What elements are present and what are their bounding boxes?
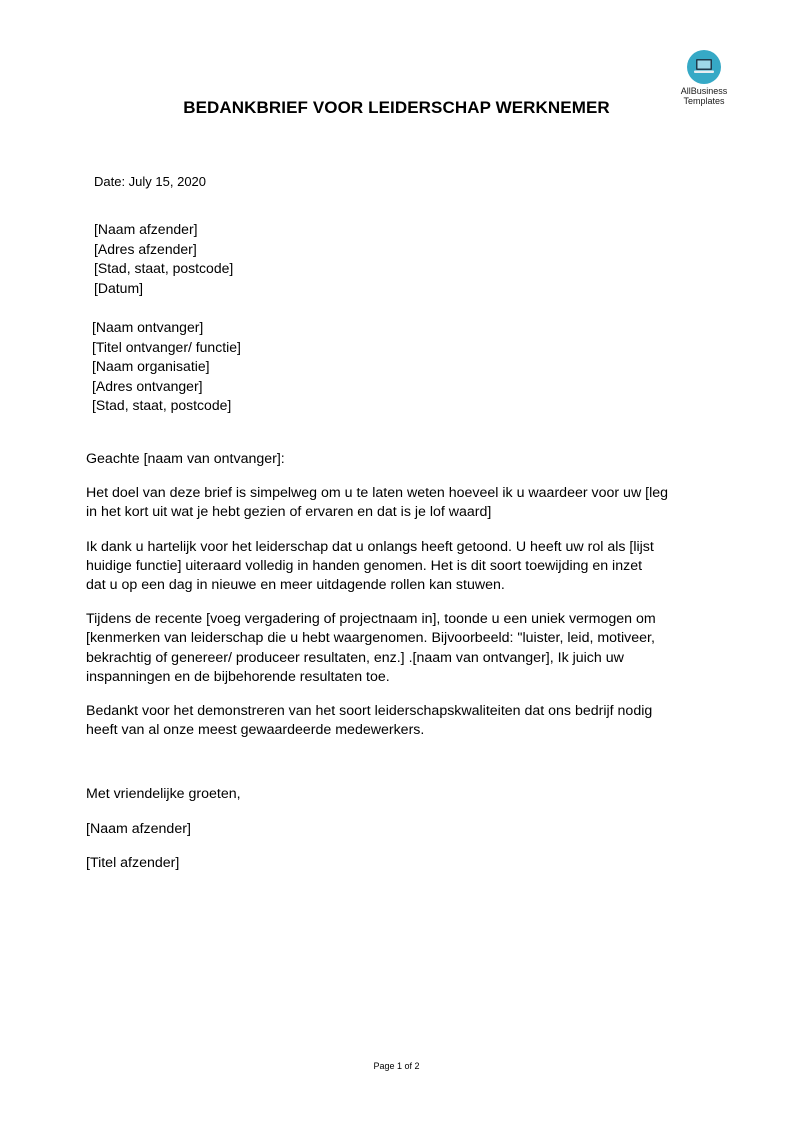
recipient-address-block (92, 318, 241, 416)
letter-body (86, 450, 696, 888)
document-title: BEDANKBRIEF VOOR LEIDERSCHAP WERKNEMER (183, 98, 610, 117)
closing: Met vriendelijke groeten, (86, 786, 241, 803)
letter-date: Date: July 15, 2020 (94, 174, 207, 189)
recipient-city: [Stad, staat, postcode] (92, 397, 232, 414)
salutation: Geachte [naam van ontvanger]: (86, 451, 285, 467)
paragraph-line: Bedankt voor het demonstreren van het soort leiderschapskwaliteiten dat ons bedrijf nodig (86, 703, 653, 720)
sender-name: [Naam afzender] (94, 221, 198, 237)
logo-badge (687, 50, 721, 84)
paragraph-line: [kenmerken van leiderschap die u hebt waargenomen. Bijvoorbeeld: "luister, leid, motiveer, (86, 630, 655, 647)
paragraph-4 (86, 702, 696, 740)
paragraph-2 (86, 538, 696, 596)
paragraph-line: bekrachtig of genereer/ produceer resultaten, enz.] .[naam van ontvanger], Ik juich uw (86, 649, 624, 666)
sender-address: [Adres afzender] (94, 240, 197, 257)
paragraph-line: Het doel van deze brief is simpelweg om u te laten weten hoeveel ik u waardeer voor uw [leg (86, 485, 669, 502)
paragraph-line: Ik dank u hartelijk voor het leiderschap dat u onlangs heeft getoond. U heeft uw rol als [lijst (86, 538, 654, 555)
paragraph-line: in het kort uit wat je hebt gezien of ervaren en dat is je lof waard] (86, 504, 492, 521)
sender-address-block (94, 220, 233, 298)
recipient-name: [Naam ontvanger] (92, 319, 204, 335)
sender-date: [Datum] (94, 279, 144, 296)
paragraph-line: heeft van al onze meest gewaardeerde medewerkers. (86, 722, 425, 739)
paragraph-line: dat u op een dag in nieuwe en meer uitdagende rollen kan stuwen. (86, 577, 505, 594)
recipient-organization: [Naam organisatie] (92, 358, 210, 375)
recipient-title: [Titel ontvanger/ functie] (92, 338, 241, 355)
page-number: Page 1 of 2 (373, 1061, 420, 1071)
recipient-address: [Adres ontvanger] (92, 377, 203, 394)
laptop-icon (693, 58, 715, 76)
sender-city: [Stad, staat, postcode] (94, 260, 234, 277)
paragraph-line: inspanningen en de bijbehorende resultaten toe. (86, 668, 390, 685)
signature-title: [Titel afzender] (86, 854, 180, 871)
paragraph-3 (86, 610, 696, 687)
paragraph-line: huidige functie] uiteraard volledig in handen genomen. Het is dit soort toewijding en inzet (86, 557, 643, 574)
paragraph-1 (86, 484, 696, 522)
signature-name: [Naam afzender] (86, 820, 191, 837)
spacer (86, 755, 696, 785)
logo-line-1: AllBusiness (680, 86, 728, 96)
logo-line-2: Templates (683, 96, 725, 106)
paragraph-line: Tijdens de recente [voeg vergadering of projectnaam in], toonde u een uniek vermogen om (86, 611, 656, 628)
